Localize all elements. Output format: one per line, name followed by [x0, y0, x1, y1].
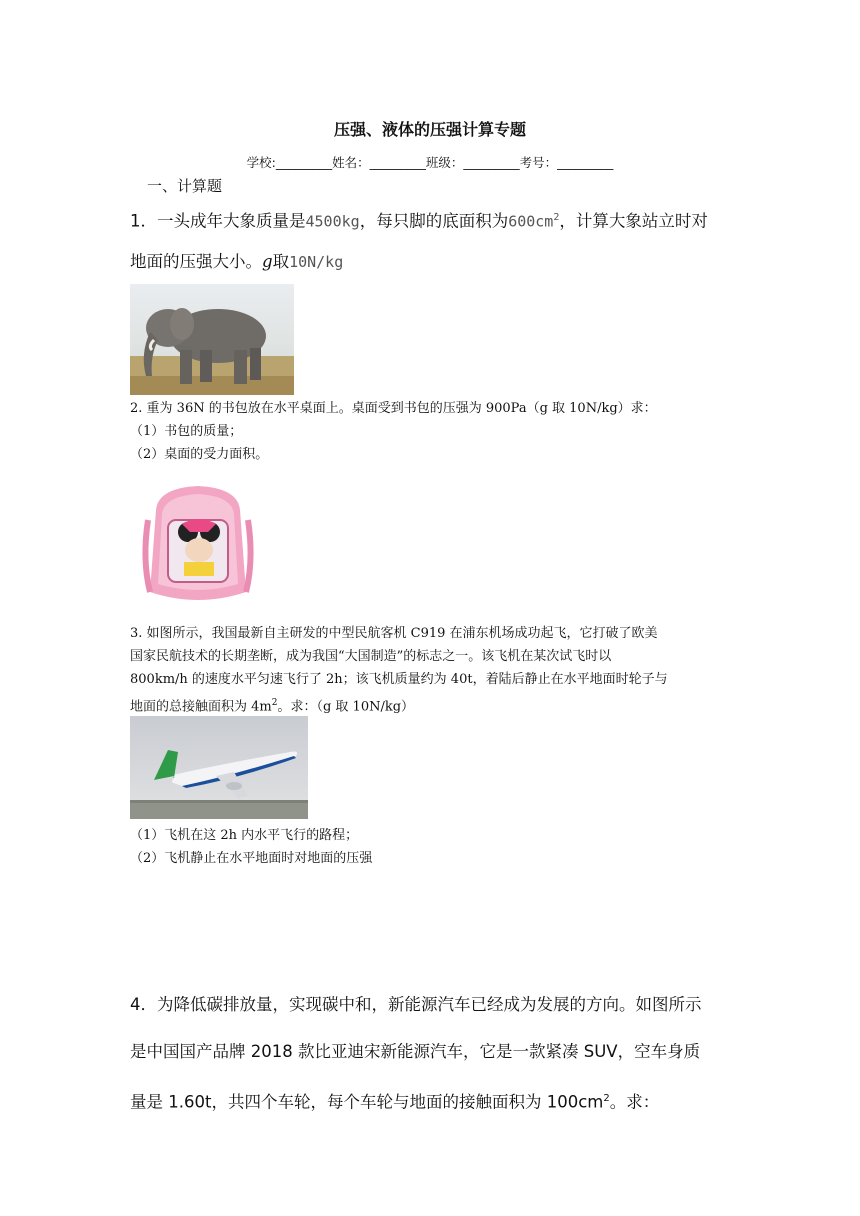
q1-mass: 4500kg — [305, 212, 360, 231]
airplane-image — [130, 716, 308, 819]
q3-line4-a: 地面的总接触面积为 4m — [130, 699, 272, 715]
q3-line3: 800km/h 的速度水平匀速飞行了 2h；该飞机质量约为 40t，着陆后静止在水平地面时轮子与 — [130, 672, 668, 687]
backpack-image — [138, 480, 258, 610]
q3-sub2: （2）飞机静止在水平地面时对地面的压强 — [130, 851, 373, 866]
q4-line3-b: 。求： — [609, 1092, 660, 1112]
q4-line3-sup: 2 — [603, 1093, 610, 1104]
q4-line2: 是中国国产品牌 2018 款比亚迪宋新能源汽车，它是一款紧凑 SUV，空车身质 — [130, 1042, 701, 1061]
q2-sub2: （2）桌面的受力面积。 — [130, 447, 269, 462]
q4-line1: 4．为降低碳排放量，实现碳中和，新能源汽车已经成为发展的方向。如图所示 — [130, 995, 702, 1014]
q1-line2 — [130, 252, 343, 272]
q1-text-d: 地面的压强大小。 — [130, 252, 262, 271]
q1-area-sup: 2 — [553, 212, 560, 223]
q3-line4-sup: 2 — [271, 698, 278, 708]
q1-line1 — [130, 208, 708, 232]
q4-line3-a: 量是 1.60t，共四个车轮，每个车轮与地面的接触面积为 100cm — [130, 1092, 604, 1112]
student-info-line: 学校:_________姓名：_________班级：_________考号：_________ — [246, 155, 614, 170]
q3-line1: 3. 如图所示，我国最新自主研发的中型民航客机 C919 在浦东机场成功起飞，它打破了欧美 — [130, 626, 658, 641]
q2-line1: 2. 重为 36N 的书包放在水平桌面上。桌面受到书包的压强为 900Pa（g 取 10N/kg）求： — [130, 401, 657, 416]
q1-text-b: ，每只脚的底面积为 — [359, 211, 509, 231]
q1-g-symbol: g — [262, 252, 273, 271]
q3-line4 — [130, 695, 414, 715]
q3-sub1: （1）飞机在这 2h 内水平飞行的路程； — [130, 828, 359, 843]
q1-text-a: 1．一头成年大象质量是 — [130, 211, 306, 231]
q1-area: 600cm — [508, 212, 554, 231]
q1-text-c: ，计算大象站立时对 — [559, 211, 708, 231]
q1-g-take: 取 — [272, 252, 290, 271]
q3-line4-b: 。求：（g 取 10N/kg） — [277, 699, 415, 715]
q2-sub1: （1）书包的质量； — [130, 424, 243, 439]
section-heading: 一、计算题 — [147, 177, 223, 195]
q4-line3 — [130, 1089, 659, 1113]
q3-line2: 国家民航技术的长期垄断，成为我国“大国制造”的标志之一。该飞机在某次试飞时以 — [130, 649, 612, 664]
elephant-image — [130, 284, 294, 395]
q1-g-value: 10N/kg — [289, 253, 344, 271]
page-title: 压强、液体的压强计算专题 — [333, 120, 526, 139]
